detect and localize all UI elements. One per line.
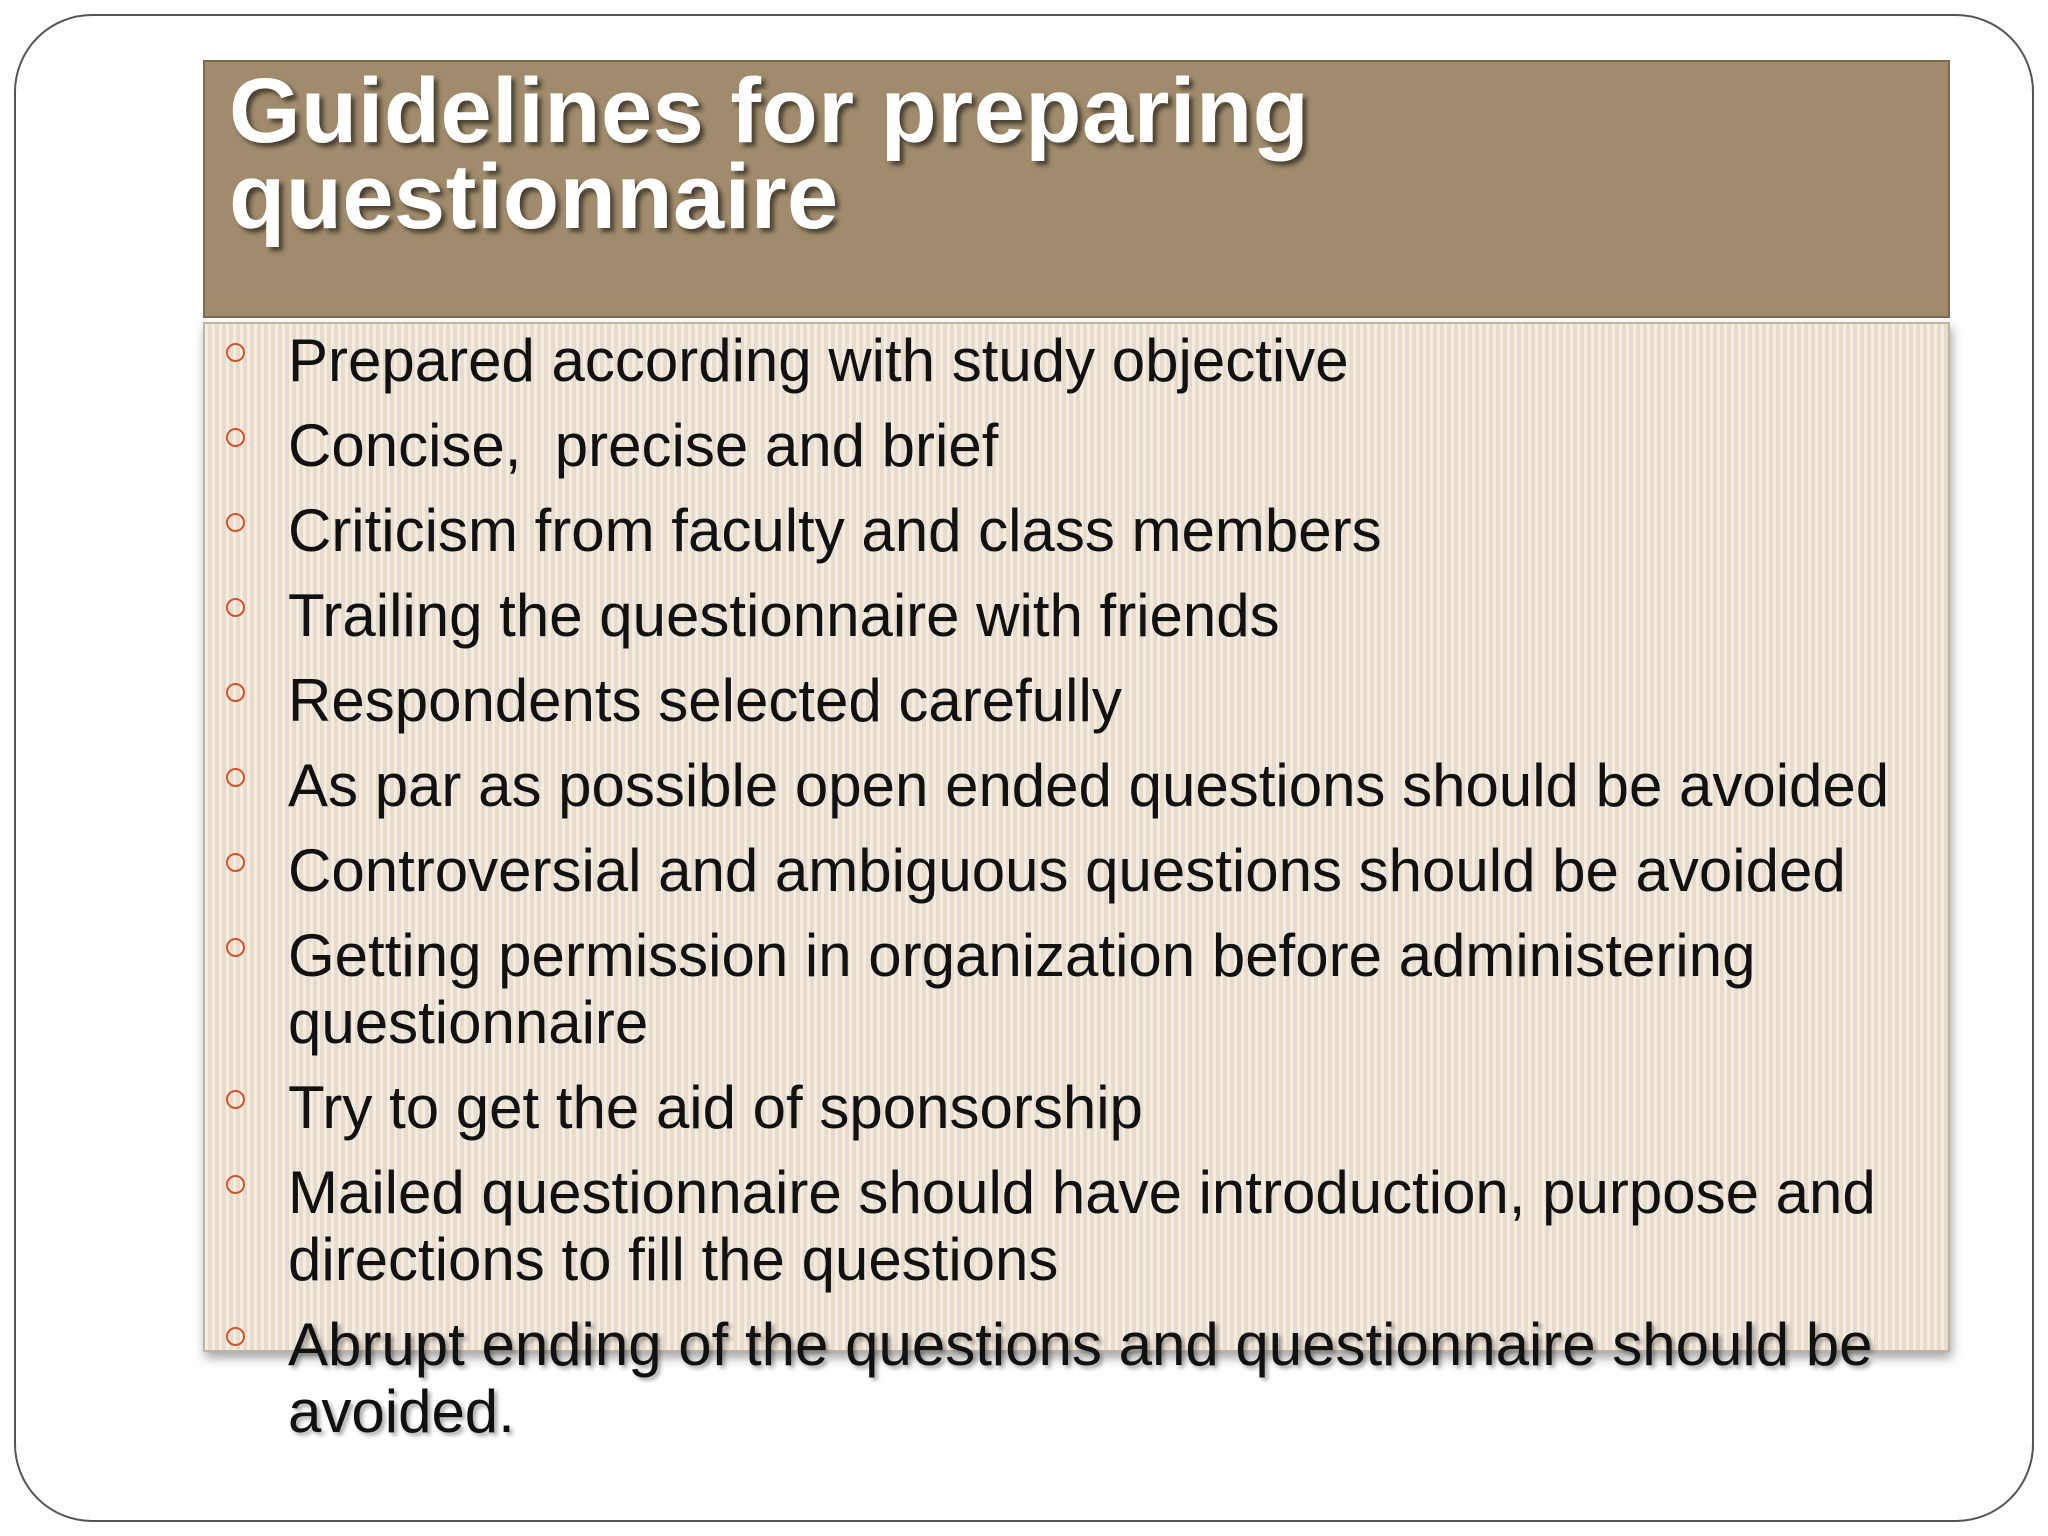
list-item-text: Criticism from faculty and class members bbox=[288, 497, 1382, 564]
circle-bullet-icon bbox=[226, 938, 245, 957]
list-item bbox=[222, 497, 1942, 564]
slide-title-line-1: Guidelines for preparing bbox=[229, 60, 1310, 162]
list-item bbox=[222, 752, 1942, 819]
list-item-text: Mailed questionnaire should have introduction, purpose and directions to fill the questions bbox=[288, 1159, 1876, 1293]
list-item bbox=[222, 667, 1942, 734]
list-item bbox=[222, 412, 1942, 479]
circle-bullet-icon bbox=[226, 1327, 245, 1346]
circle-bullet-icon bbox=[226, 853, 245, 872]
list-item bbox=[222, 582, 1942, 649]
circle-bullet-icon bbox=[226, 598, 245, 617]
list-item-text: Getting permission in organization before administering questionnaire bbox=[288, 922, 1756, 1056]
circle-bullet-icon bbox=[226, 343, 245, 362]
list-item bbox=[222, 1159, 1942, 1293]
circle-bullet-icon bbox=[226, 1175, 245, 1194]
slide-title-line-2: questionnaire bbox=[229, 146, 839, 248]
list-item-text: As par as possible open ended questions should be avoided bbox=[288, 752, 1890, 819]
list-item-text: Try to get the aid of sponsorship bbox=[288, 1074, 1143, 1141]
circle-bullet-icon bbox=[226, 428, 245, 447]
list-item-text: Abrupt ending of the questions and questionnaire should be avoided. bbox=[288, 1311, 1873, 1445]
list-item-text: Controversial and ambiguous questions should be avoided bbox=[288, 837, 1846, 904]
list-item bbox=[222, 922, 1942, 1056]
bullet-list bbox=[222, 327, 1942, 1463]
list-item bbox=[222, 1311, 1942, 1445]
title-banner bbox=[203, 60, 1950, 318]
list-item-text: Respondents selected carefully bbox=[288, 667, 1122, 734]
list-item bbox=[222, 327, 1942, 394]
circle-bullet-icon bbox=[226, 1090, 245, 1109]
list-item-text: Trailing the questionnaire with friends bbox=[288, 582, 1280, 649]
circle-bullet-icon bbox=[226, 683, 245, 702]
list-item bbox=[222, 1074, 1942, 1141]
list-item bbox=[222, 837, 1942, 904]
circle-bullet-icon bbox=[226, 768, 245, 787]
circle-bullet-icon bbox=[226, 513, 245, 532]
list-item-text: Concise, precise and brief bbox=[288, 412, 999, 479]
slide-title bbox=[229, 60, 1948, 248]
list-item-text: Prepared according with study objective bbox=[288, 327, 1349, 394]
